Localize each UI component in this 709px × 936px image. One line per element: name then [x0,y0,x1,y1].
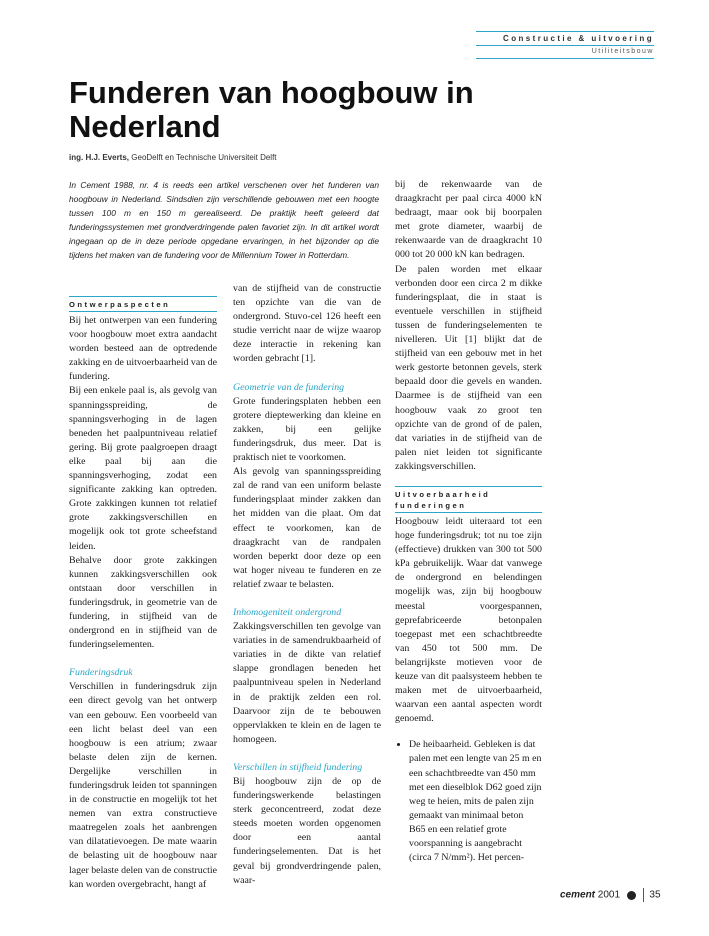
paragraph: Bij hoogbouw zijn de op de funderingswerkende belastingen sterk geconcentreerd, zodat deze steeds moeten worden opgenomen door een aantal funderingselementen. Dat is het geval bij grondverdringende palen, waar- [233,776,381,886]
cement-logo-icon [627,891,636,900]
footer-divider [643,888,644,902]
paragraph: Als gevolg van spanningsspreiding zal de rand van een uniform belaste funderingsplaat minder zakken dan het midden van die plaat. Om dat effect te voorkomen, kan de draagkracht van de randpalen worden beperkt door deze op een wat hoger niveau te funderen en ze relatief zwaar te belasten. [233,466,381,590]
column-1 [69,296,217,892]
subheading-geometrie: Geometrie van de fundering [233,381,345,393]
paragraph: bij de rekenwaarde van de draagkracht per paal circa 4000 kN bedraagt, maar ook bij boorpalen met grote diameter, waarbij de rekenwaarde van de draagkracht 10 000 tot 20 000 kN kan bedragen. [395,179,542,261]
paragraph: van de stijfheid van de constructie ten opzichte van die van de ondergrond. Stuvo-cel 126 heeft een studie verricht naar de wijze waarop deze interactie in rekening kan worden gebracht [1]. [233,283,381,365]
magazine-brand: cement [560,889,596,901]
column-2 [233,282,381,888]
magazine-year: 2001 [597,889,621,901]
author-line [69,153,277,162]
paragraph: Behalve door grote zakkingen kunnen zakkingsverschillen ook ontstaan door verschillen in funderingsdruk, in geometrie van de fundering, in stijfheid van de ondergrond en in stijfheid van de funderingselementen. [69,554,217,651]
section-heading-ontwerpaspecten: Ontwerpaspecten [69,296,217,312]
paragraph: Grote funderingsplaten hebben een grotere dieptewerking dan kleine en zakken, bij een gelijke funderingsdruk, dus meer. Dat is praktisch niet te voorkomen. [233,395,381,464]
author-name: ing. H.J. Everts, [69,153,130,162]
author-affiliation: GeoDelft en Technische Universiteit Delft [131,153,277,162]
paragraph: Hoogbouw leidt uiteraard tot een hoge funderingsdruk; tot nu toe zijn (effectieve) drukken van 300 tot 500 kPa gebruikelijk. Waar dat vanwege de ondergrond en belendingen mogelijk was, zijn bij hoogbouw meestal voorgespannen, geprefabriceerde betonpalen toegepast met een schachtbreedte van 450 tot 500 mm. De belangrijkste motieven voor de keuze van dit paalsysteem hebben te maken met de uitvoerbaarheid, waarvan een aantal aspecten wordt genoemd. [395,515,542,725]
column-3 [395,178,542,865]
bullet-list [395,738,542,865]
header-rule-bottom [476,58,654,59]
paragraph: Zakkingsverschillen ten gevolge van variaties in de samendrukbaarheid of variaties in de dikte van relatief slappe grondlagen beneden het paalpuntniveau spelen in Nederland in de praktijk zelden een rol. Daarvoor zijn de te bebouwen oppervlakken te klein en de lagen te homogeen. [233,621,381,745]
section-heading-uitvoerbaarheid: Uitvoerbaarheid funderingen [395,486,542,513]
page-number: 35 [649,889,661,901]
subheading-funderingsdruk: Funderingsdruk [69,667,133,679]
article-intro: In Cement 1988, nr. 4 is reeds een artikel verschenen over het funderen van hoogbouw in Nederland. Sindsdien zijn verschillende gebouwen met een hoogte tussen 100 m en 150 m gerealiseerd. De praktijk heeft geleerd dat funderingssystemen met grondverdringende palen favoriet zijn. In dit artikel wordt ingegaan op de in deze periode opgedane ervaringen, in het bijzonder op die tijdens het maken van de fundering voor de Millennium Tower in Rotterdam. [69,180,379,260]
header-section: Constructie & uitvoering [503,34,654,43]
paragraph: Bij het ontwerpen van een fundering voor hoogbouw moet extra aandacht worden besteed aan de optredende zakking en de uitvoerbaarheid van de fundering. [69,315,217,383]
header-subsection: Utiliteitsbouw [591,48,654,55]
paragraph: De palen worden met elkaar verbonden door een circa 2 m dikke funderingsplaat, die in staat is eventuele verschillen in stijfheid tussen de funderingselementen te nivelleren. Uit [1] blijkt dat de stijfheid van een gebouw met in het werk gestorte betonnen gevels, sterk bepaald door die gevels en wanden. Daarmee is de stijfheid van een hoogbouw vaak zo groot ten opzichte van de grond of de palen, dat variaties in de stijfheid van de palen niet leiden tot significante zakkingsverschillen. [395,263,542,472]
header-rule-middle [476,45,654,46]
paragraph: Bij een enkele paal is, als gevolg van spanningsspreiding, de spanningsverhoging in de lagen beneden het paalpuntniveau relatief gering. Bij grote paalgroepen draagt elke paal bij aan die spanningsverhoging, zodat een significante zakking kan optreden. Grote zakkingen kunnen tot relatief grote zakkingsverschillen en mogelijk ook tot grote scheefstand leiden. [69,385,217,552]
article-title: Funderen van hoogbouw in Nederland [69,75,474,144]
page-footer [560,888,661,902]
header-rule-top [476,31,654,32]
subheading-stijfheid: Verschillen in stijfheid fundering [233,761,363,773]
subheading-inhomogeniteit: Inhomogeniteit ondergrond [233,606,342,618]
paragraph: Verschillen in funderingsdruk zijn een direct gevolg van het ontwerp van een gebouw. Een voorbeeld van een licht belast deel van een hoogbouw is een atrium; zwaar belaste delen zijn de kernen. Dergelijke verschillen in funderingsdruk leiden tot spanningen in de constructie en mogelijk tot het nemen van extra constructieve maatregelen zoals het aanbrengen van dilatatievoegen. De mate waarin de belasting uit de hoogbouw naar lager belaste delen van de constructie kan worden overgebracht, hangt af [69,681,217,890]
list-item: • De heibaarheid. Gebleken is dat palen met een lengte van 25 m en een schachtbreedte van 450 mm met een dieselblok D62 goed zijn weg te heien, mits de palen zijn gemaakt van minimaal beton B65 en een relatief grote voorspanning is aangebracht (circa 7 N/mm²). Het percen- [409,738,542,865]
